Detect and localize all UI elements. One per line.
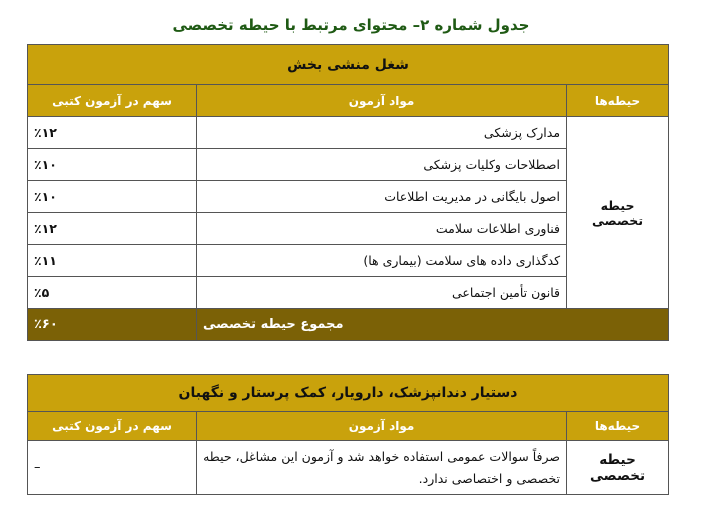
topic-cell: کدگذاری داده های سلامت (بیماری ها) bbox=[197, 245, 567, 277]
share-cell: – bbox=[28, 441, 197, 495]
total-label: مجموع حیطه تخصصی bbox=[197, 309, 669, 341]
header-share: سهم در آزمون کتبی bbox=[28, 85, 197, 117]
header-share: سهم در آزمون کتبی bbox=[28, 412, 197, 441]
table-title: شغل منشی بخش bbox=[28, 45, 669, 85]
share-cell: ٪۱۱ bbox=[28, 245, 197, 277]
topic-cell: مدارک پزشکی bbox=[197, 117, 567, 149]
domain-cell: حیطه تخصصی bbox=[567, 441, 669, 495]
domain-cell: حیطه تخصصی bbox=[567, 117, 669, 309]
header-domain: حیطه‌ها bbox=[567, 412, 669, 441]
share-cell: ٪۱۰ bbox=[28, 181, 197, 213]
header-domain: حیطه‌ها bbox=[567, 85, 669, 117]
table-title: دستیار دندانپزشک، دارویار، کمک پرستار و نگهبان bbox=[28, 375, 669, 412]
share-cell: ٪۱۲ bbox=[28, 117, 197, 149]
header-topic: مواد آزمون bbox=[197, 412, 567, 441]
share-cell: ٪۱۲ bbox=[28, 213, 197, 245]
share-cell: ٪۱۰ bbox=[28, 149, 197, 181]
topic-cell: قانون تأمین اجتماعی bbox=[197, 277, 567, 309]
job-table-secretary bbox=[27, 44, 669, 341]
header-topic: مواد آزمون bbox=[197, 85, 567, 117]
topic-cell: اصول بایگانی در مدیریت اطلاعات bbox=[197, 181, 567, 213]
topic-description: صرفاً سوالات عمومی استفاده خواهد شد و آزمون این مشاغل، حیطه تخصصی و اختصاصی ندارد. bbox=[197, 441, 567, 495]
total-share: ٪۶۰ bbox=[28, 309, 197, 341]
table-caption: جدول شماره ۲– محتوای مرتبط با حیطه تخصصی bbox=[172, 16, 530, 34]
job-table-assistants bbox=[27, 374, 669, 495]
topic-cell: اصطلاحات وکلیات پزشکی bbox=[197, 149, 567, 181]
topic-cell: فناوری اطلاعات سلامت bbox=[197, 213, 567, 245]
share-cell: ٪۵ bbox=[28, 277, 197, 309]
